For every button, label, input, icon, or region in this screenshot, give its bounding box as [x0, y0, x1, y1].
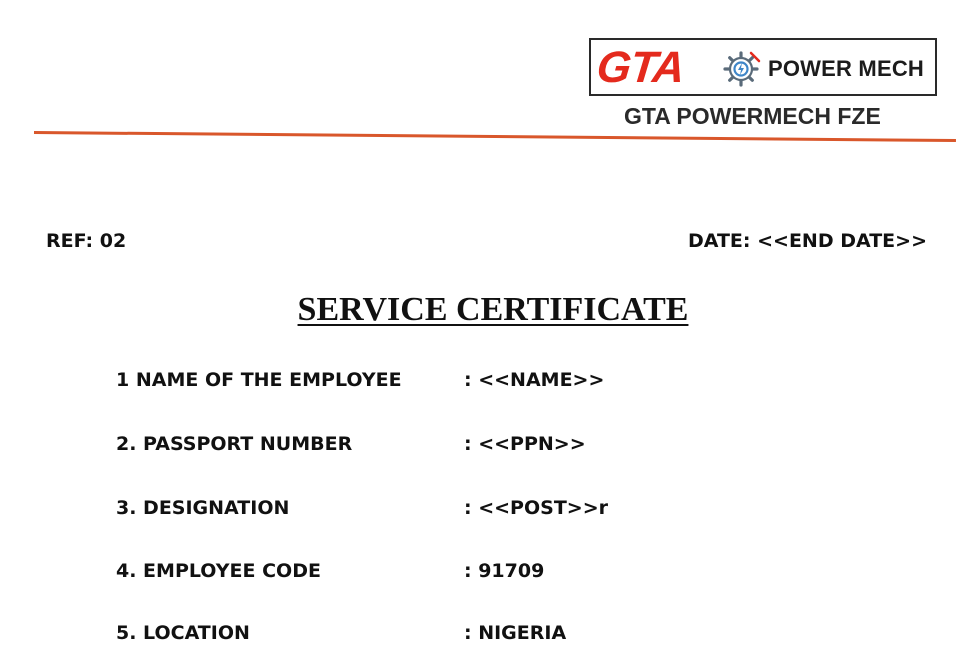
header-divider: [34, 131, 956, 142]
field-label: 4. EMPLOYEE CODE: [116, 560, 321, 582]
field-label: 5. LOCATION: [116, 622, 250, 644]
field-label: 2. PASSPORT NUMBER: [116, 433, 353, 455]
logo-mark-text: GTA: [594, 43, 687, 92]
document-date: DATE: <<END DATE>>: [687, 230, 927, 252]
company-logo: [589, 38, 937, 96]
field-value: : NIGERIA: [464, 622, 567, 644]
field-label: 3. DESIGNATION: [116, 497, 290, 519]
field-label: 1 NAME OF THE EMPLOYEE: [116, 369, 402, 391]
field-value: : <<PPN>>: [464, 433, 586, 455]
logo-wordmark: POWER MECH: [768, 56, 924, 81]
field-value: : <<POST>>r: [464, 497, 608, 519]
field-value: : 91709: [464, 560, 545, 582]
company-name: GTA POWERMECH FZE: [624, 103, 881, 129]
gear-icon: [721, 49, 761, 89]
page-title: SERVICE CERTIFICATE: [297, 291, 689, 328]
reference-number: REF: 02: [46, 230, 127, 252]
field-value: : <<NAME>>: [464, 369, 605, 391]
